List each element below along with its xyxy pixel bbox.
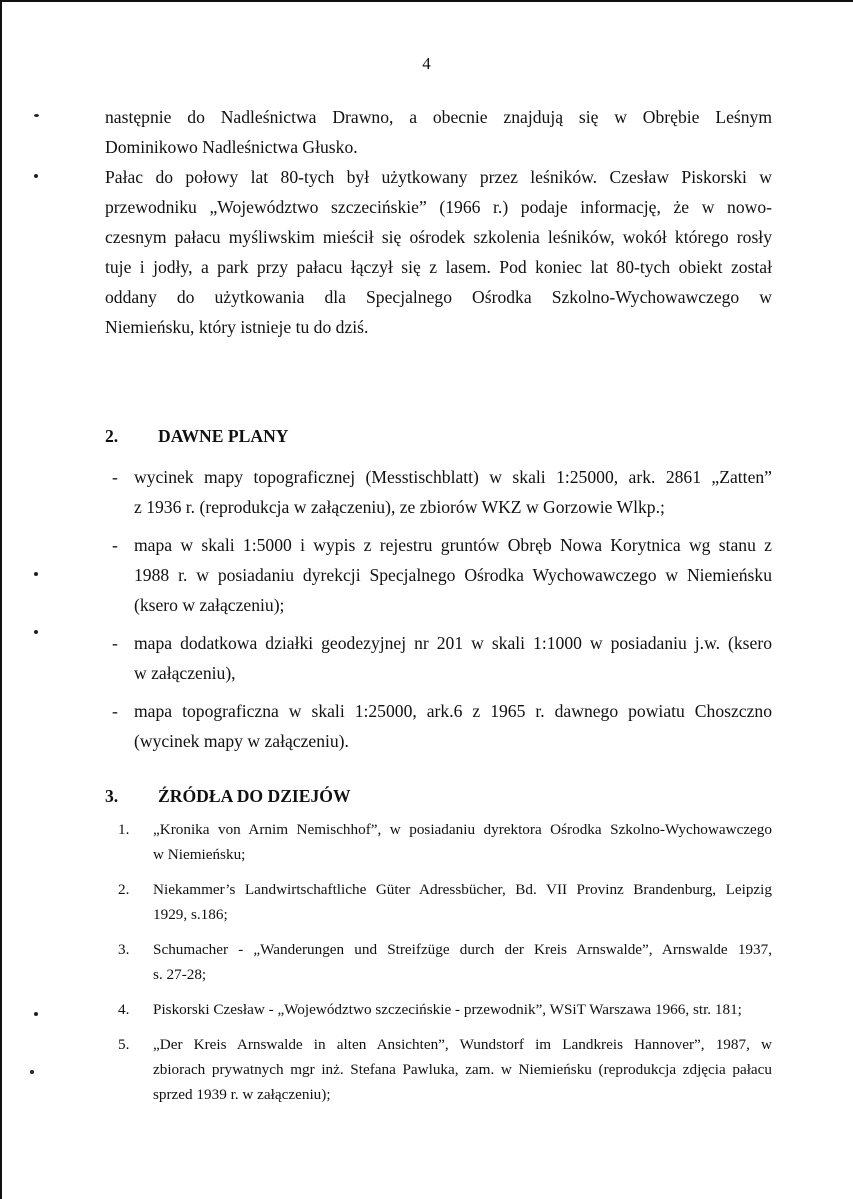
dash-marker: - xyxy=(112,535,118,555)
text-line: (ksero w załączeniu); xyxy=(134,595,285,615)
list-item xyxy=(112,530,772,620)
item-number: 3. xyxy=(118,941,130,958)
dash-marker: - xyxy=(112,467,118,487)
text-line: następnie do Nadleśnictwa Drawno, a obecnie znajdują się w Obrębie Leśnym xyxy=(105,107,772,127)
scan-mark xyxy=(34,114,39,117)
dash-marker: - xyxy=(112,701,118,721)
text-line: (wycinek mapy w załączeniu). xyxy=(134,731,349,751)
text-line: mapa topograficzna w skali 1:25000, ark.6 z 1965 r. dawnego powiatu Choszczno xyxy=(134,701,772,721)
section-title: ŹRÓDŁA DO DZIEJÓW xyxy=(158,786,351,806)
list-item xyxy=(118,1032,772,1107)
list-item xyxy=(112,696,772,756)
scan-mark xyxy=(34,630,38,634)
text-line: w Niemieńsku; xyxy=(153,846,246,863)
text-line: 1929, s.186; xyxy=(153,906,228,923)
section-number: 3. xyxy=(105,786,119,806)
text-line: z 1936 r. (reprodukcja w załączeniu), ze zbiorów WKZ w Gorzowie Wlkp.; xyxy=(134,497,665,517)
plans-list xyxy=(112,462,772,764)
section-number: 2. xyxy=(105,426,119,446)
text-line: sprzed 1939 r. w załączeniu); xyxy=(153,1086,331,1103)
text-line: Niemieńsku, który istnieje tu do dziś. xyxy=(105,317,369,337)
text-line: w załączeniu), xyxy=(134,663,236,683)
section-title: DAWNE PLANY xyxy=(158,426,289,446)
item-number: 2. xyxy=(118,881,130,898)
text-line: mapa w skali 1:5000 i wypis z rejestru gruntów Obręb Nowa Korytnica wg stanu z xyxy=(134,535,772,555)
text-line: Pałac do połowy lat 80-tych był użytkowany przez leśników. Czesław Piskorski w xyxy=(105,167,772,187)
text-line: oddany do użytkowania dla Specjalnego Ośrodka Szkolno-Wychowawczego w xyxy=(105,287,772,307)
scan-mark xyxy=(30,1070,34,1074)
item-number: 5. xyxy=(118,1036,130,1053)
scan-mark xyxy=(34,572,38,576)
page-number: 4 xyxy=(422,54,431,73)
scan-mark xyxy=(34,1012,38,1016)
text-line: 1988 r. w posiadaniu dyrekcji Specjalnego Ośrodka Wychowawczego w Niemieńsku xyxy=(134,565,772,585)
text-line: Niekammer’s Landwirtschaftliche Güter Adressbücher, Bd. VII Provinz Brandenburg, Leipzig xyxy=(153,881,772,898)
text-line: Dominikowo Nadleśnictwa Głusko. xyxy=(105,137,358,157)
sources-list xyxy=(118,817,772,1117)
text-line: „Kronika von Arnim Nemischhof”, w posiadaniu dyrektora Ośrodka Szkolno-Wychowawczego xyxy=(153,821,772,838)
list-item xyxy=(118,877,772,927)
list-item xyxy=(118,997,772,1022)
text-line: tuje i jodły, a park przy pałacu łączył się z lasem. Pod koniec lat 80-tych obiekt został xyxy=(105,257,772,277)
scan-mark xyxy=(34,174,38,178)
item-number: 1. xyxy=(118,821,130,838)
item-number: 4. xyxy=(118,1001,130,1018)
text-line: mapa dodatkowa działki geodezyjnej nr 201 w skali 1:1000 w posiadaniu j.w. (ksero xyxy=(134,633,772,653)
text-line: przewodniku „Województwo szczecińskie” (1966 r.) podaje informację, że w nowo- xyxy=(105,197,772,217)
text-line: s. 27-28; xyxy=(153,966,207,983)
text-line: Piskorski Czesław - „Województwo szczecińskie - przewodnik”, WSiT Warszawa 1966, str. 181; xyxy=(153,1001,742,1018)
list-item xyxy=(118,817,772,867)
list-item xyxy=(118,937,772,987)
dash-marker: - xyxy=(112,633,118,653)
list-item xyxy=(112,628,772,688)
text-line: Schumacher - „Wanderungen und Streifzüge durch der Kreis Arnswalde”, Arnswalde 1937, xyxy=(153,941,772,958)
text-line: zbiorach prywatnych mgr inż. Stefana Pawluka, zam. w Niemieńsku (reprodukcja zdjęcia pałacu xyxy=(153,1061,772,1078)
text-line: czesnym pałacu myśliwskim mieścił się ośrodek szkolenia leśników, wokół którego rosły xyxy=(105,227,772,247)
intro-paragraph xyxy=(105,102,772,342)
text-line: wycinek mapy topograficznej (Messtischblatt) w skali 1:25000, ark. 2861 „Zatten” xyxy=(134,467,772,487)
text-line: „Der Kreis Arnswalde in alten Ansichten”, Wundstorf im Landkreis Hannover”, 1987, w xyxy=(153,1036,772,1053)
list-item xyxy=(112,462,772,522)
